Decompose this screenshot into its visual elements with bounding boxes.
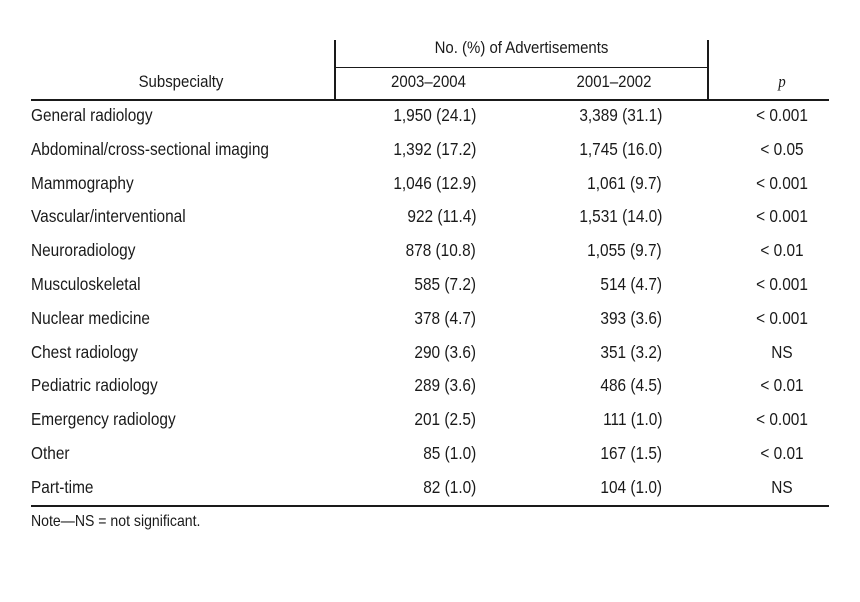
- row-p-value: < 0.001: [756, 273, 808, 294]
- row-p-value: < 0.01: [760, 375, 804, 396]
- p-value-header: p: [778, 72, 786, 91]
- row-2003-2004-value: 1,046 (12.9): [392, 172, 476, 193]
- row-p-value: < 0.001: [756, 206, 808, 227]
- row-2001-2002-value: 1,055 (9.7): [587, 240, 662, 261]
- table-row: [0, 369, 860, 403]
- row-subspecialty: Neuroradiology: [31, 240, 136, 261]
- row-2003-2004-value: 585 (7.2): [414, 273, 476, 294]
- table-row: [0, 268, 860, 302]
- header-left-rule: [334, 40, 336, 100]
- row-subspecialty: Emergency radiology: [31, 409, 176, 430]
- row-2003-2004-value: 878 (10.8): [405, 240, 476, 261]
- header-right-rule: [707, 40, 709, 100]
- row-2003-2004-value: 289 (3.6): [414, 375, 476, 396]
- row-2001-2002-value: 351 (3.2): [600, 341, 662, 362]
- period-b-header: 2001–2002: [576, 72, 652, 91]
- table-row: [0, 437, 860, 471]
- row-p-value: < 0.01: [760, 442, 804, 463]
- row-p-value: < 0.001: [756, 307, 808, 328]
- row-2001-2002-value: 1,745 (16.0): [578, 138, 662, 159]
- row-subspecialty: Chest radiology: [31, 341, 139, 362]
- row-2001-2002-value: 1,531 (14.0): [578, 206, 662, 227]
- row-2003-2004-value: 201 (2.5): [414, 409, 476, 430]
- row-2003-2004-value: 85 (1.0): [422, 442, 476, 463]
- row-2001-2002-value: 486 (4.5): [600, 375, 662, 396]
- row-p-value: < 0.01: [760, 240, 804, 261]
- row-2003-2004-value: 1,950 (24.1): [392, 105, 476, 125]
- table-row: [0, 336, 860, 370]
- row-p-value: < 0.001: [756, 409, 808, 430]
- row-subspecialty: Vascular/interventional: [31, 206, 186, 227]
- table-row: [0, 471, 860, 505]
- row-p-value: < 0.001: [756, 172, 808, 193]
- table-row: [0, 99, 860, 133]
- row-subspecialty: Mammography: [31, 172, 134, 193]
- row-2001-2002-value: 111 (1.0): [602, 409, 662, 430]
- row-2003-2004-value: 378 (4.7): [414, 307, 476, 328]
- row-p-value: NS: [771, 341, 793, 362]
- period-a-header: 2003–2004: [391, 72, 466, 91]
- row-p-value: < 0.001: [756, 105, 808, 125]
- row-2001-2002-value: 514 (4.7): [600, 273, 662, 294]
- table-row: [0, 200, 860, 234]
- row-2003-2004-value: 922 (11.4): [406, 206, 476, 227]
- row-2003-2004-value: 82 (1.0): [422, 476, 476, 497]
- row-2001-2002-value: 1,061 (9.7): [587, 172, 662, 193]
- row-subspecialty: Musculoskeletal: [31, 273, 141, 294]
- group-underline: [336, 67, 707, 68]
- row-2003-2004-value: 1,392 (17.2): [392, 138, 476, 159]
- row-subspecialty: Part-time: [31, 476, 94, 497]
- row-2001-2002-value: 104 (1.0): [600, 476, 662, 497]
- row-subspecialty: General radiology: [31, 105, 153, 125]
- row-subspecialty: Other: [31, 442, 70, 463]
- row-2003-2004-value: 290 (3.6): [414, 341, 476, 362]
- table-row: [0, 234, 860, 268]
- row-p-value: NS: [771, 476, 793, 497]
- table-row: [0, 403, 860, 437]
- row-subspecialty: Abdominal/cross-sectional imaging: [31, 138, 269, 159]
- subspecialty-header: Subspecialty: [138, 72, 224, 91]
- row-subspecialty: Pediatric radiology: [31, 375, 158, 396]
- table-note: Note—NS = not significant.: [31, 513, 201, 530]
- table-row: [0, 302, 860, 336]
- row-2001-2002-value: 393 (3.6): [600, 307, 662, 328]
- row-2001-2002-value: 167 (1.5): [600, 442, 662, 463]
- table-bottom-rule: [31, 505, 829, 507]
- table-row: [0, 133, 860, 167]
- table-body: [0, 99, 860, 505]
- row-p-value: < 0.05: [760, 138, 804, 159]
- row-subspecialty: Nuclear medicine: [31, 307, 150, 328]
- table-row: [0, 167, 860, 201]
- group-header: No. (%) of Advertisements: [434, 38, 609, 57]
- row-2001-2002-value: 3,389 (31.1): [578, 105, 662, 125]
